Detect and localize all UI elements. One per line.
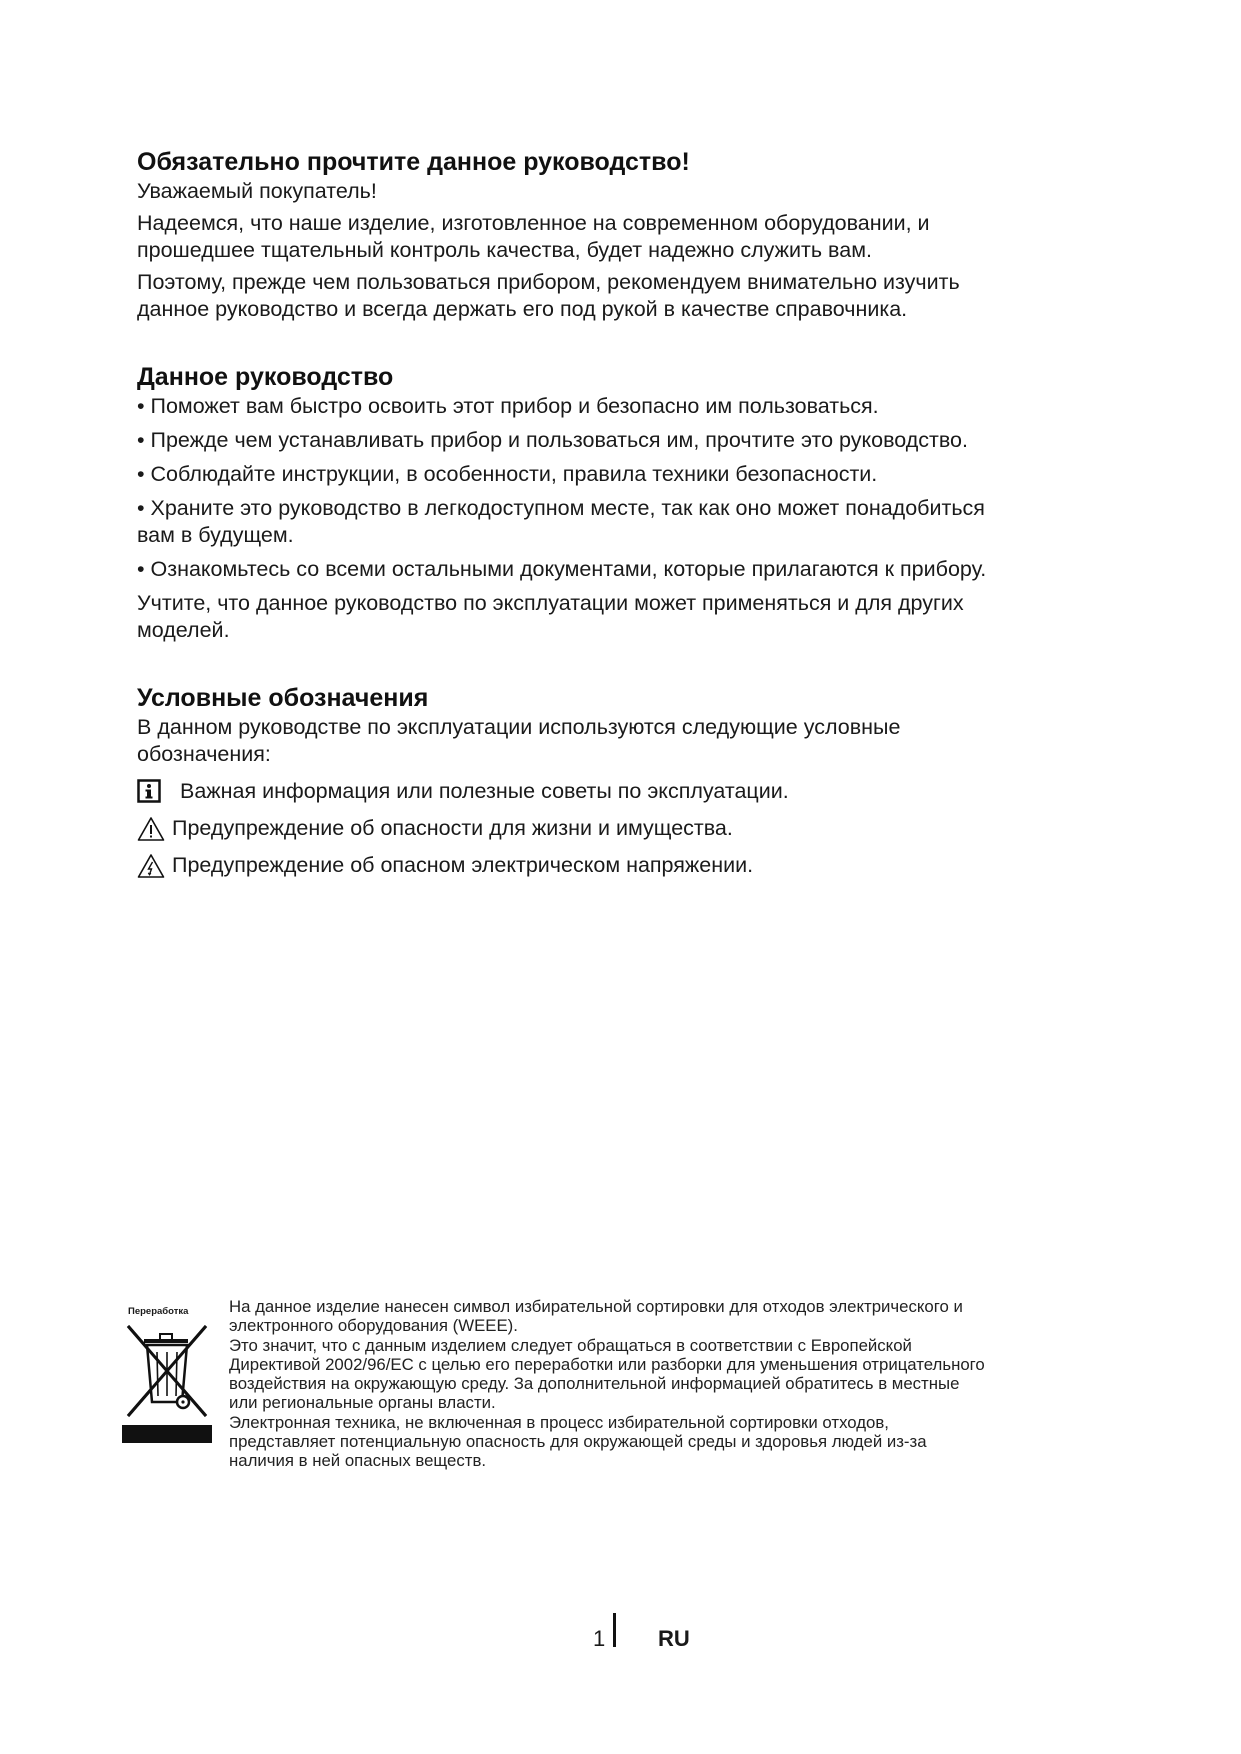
weee-line: наличия в ней опасных веществ.	[229, 1451, 487, 1471]
legend-item-warning	[137, 815, 1097, 842]
intro-heading: Обязательно прочтите данное руководство!	[137, 148, 690, 176]
weee-line: Директивой 2002/96/EC с целью его переработки или разборки для уменьшения отрицательного	[229, 1354, 985, 1374]
manual-section	[137, 361, 1097, 644]
symbols-intro-line-2: обозначения:	[137, 742, 271, 766]
warning-icon	[137, 816, 165, 842]
weee-line: Электронная техника, не включенная в процесс избирательной сортировки отходов,	[229, 1412, 889, 1432]
legend-item-electric-text: Предупреждение об опасном электрическом напряжении.	[172, 853, 754, 877]
electric-warning-icon	[137, 853, 165, 879]
symbols-section	[137, 682, 1097, 879]
manual-bullet-3: • Соблюдайте инструкции, в особенности, правила техники безопасности.	[137, 462, 878, 486]
page-footer	[0, 1605, 1241, 1655]
intro-paragraph-1-line-2: прошедшее тщательный контроль качества, будет надежно служить вам.	[137, 238, 872, 262]
weee-line: На данное изделие нанесен символ избирательной сортировки для отходов электрического и	[229, 1297, 963, 1316]
manual-bullet-2: • Прежде чем устанавливать прибор и пользоваться им, прочтите это руководство.	[137, 428, 968, 452]
language-code: RU	[658, 1626, 690, 1651]
intro-paragraph-1-line-1: Надеемся, что наше изделие, изготовленное на современном оборудовании, и	[137, 211, 930, 235]
weee-line: электронного оборудования (WEEE).	[229, 1316, 518, 1336]
weee-line: Это значит, что с данным изделием следует обращаться в соответствии с Европейской	[229, 1335, 912, 1355]
weee-notice	[122, 1297, 1122, 1477]
manual-bullet-4-line-1: • Храните это руководство в легкодоступном месте, так как оно может понадобиться	[137, 496, 985, 520]
manual-bullet-1: • Поможет вам быстро освоить этот прибор и безопасно им пользоваться.	[137, 394, 879, 418]
intro-paragraph-2-line-1: Поэтому, прежде чем пользоваться прибором, рекомендуем внимательно изучить	[137, 270, 960, 294]
crossed-bin-icon	[122, 1322, 212, 1443]
manual-bullet-5: • Ознакомьтесь со всеми остальными документами, которые прилагаются к прибору.	[137, 557, 987, 581]
legend-item-info-text: Важная информация или полезные советы по эксплуатации.	[180, 779, 789, 803]
symbols-intro-line-1: В данном руководстве по эксплуатации используются следующие условные	[137, 715, 901, 739]
manual-bullet-4-line-2: вам в будущем.	[137, 523, 294, 547]
footer-divider	[613, 1613, 616, 1647]
intro-greeting: Уважаемый покупатель!	[137, 179, 377, 203]
manual-note-line-1: Учтите, что данное руководство по эксплуатации может применяться и для других	[137, 591, 964, 615]
legend-item-info	[137, 778, 1097, 805]
legend-item-electric	[137, 852, 1097, 879]
weee-line: представляет потенциальную опасность для окружающей среды и здоровья людей из-за	[229, 1432, 927, 1452]
weee-label: Переработка	[128, 1306, 189, 1317]
manual-note-line-2: моделей.	[137, 618, 230, 642]
page-number: 1	[593, 1626, 606, 1651]
weee-line: воздействия на окружающую среду. За дополнительной информацией обратитесь в местные	[229, 1374, 960, 1394]
symbols-heading: Условные обозначения	[137, 684, 429, 712]
legend-item-warning-text: Предупреждение об опасности для жизни и имущества.	[172, 816, 733, 840]
weee-line: или региональные органы власти.	[229, 1393, 496, 1413]
info-icon	[137, 779, 165, 805]
intro-paragraph-2-line-2: данное руководство и всегда держать его под рукой в качестве справочника.	[137, 297, 908, 321]
weee-text	[229, 1297, 1119, 1471]
main-content	[137, 146, 1097, 879]
manual-heading: Данное руководство	[137, 363, 394, 391]
